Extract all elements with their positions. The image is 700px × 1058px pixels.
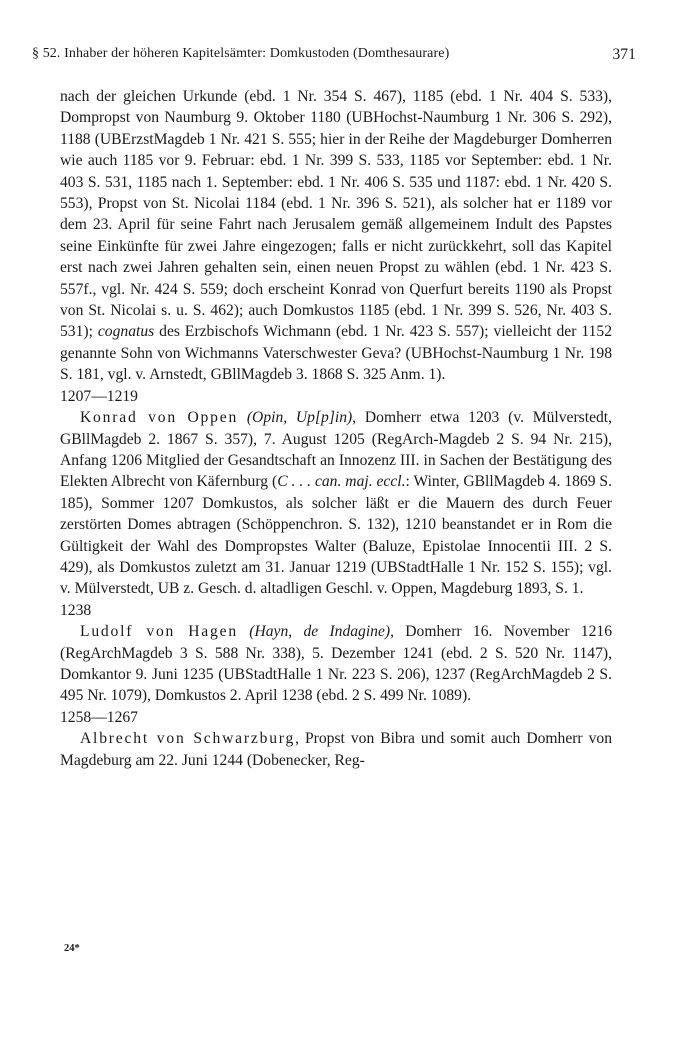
biography-entry [60, 728, 612, 771]
text-run [238, 409, 247, 426]
entry-year-range: 1258—1267 [60, 708, 138, 726]
italic-text: (Opin, Up[p]in) [246, 409, 353, 427]
body-text [60, 86, 612, 771]
continued-paragraph [60, 86, 612, 386]
biography-entry [60, 621, 612, 707]
italic-text: (Hayn, de Indagine) [249, 623, 391, 641]
text-run: , Propst von Bibra und somit auch Domherr von Magdeburg am 22. Juni 1244 (Dobenecker, Reg- [60, 730, 612, 769]
person-name: Albrecht von Schwarzburg [80, 730, 296, 748]
text-run: , Domherr 16. November 1216 (RegArchMagdeb 3 S. 588 Nr. 338), 5. Dezember 1241 (ebd. 2 S. 520 Nr. 1147), Domkantor 9. Juni 1235 (UBStadtHalle 1 Nr. 223 S. 206), 1237 (RegArchMagdeb 2 S. 495 Nr. 1079), Domkustos 2. April 1238 (ebd. 2 S. 499 Nr. 1089). [60, 623, 612, 705]
text-run [238, 623, 249, 640]
italic-text: C . . . can. maj. eccl. [277, 473, 406, 491]
text-run: nach der gleichen Urkunde (ebd. 1 Nr. 354 S. 467), 1185 (ebd. 1 Nr. 404 S. 533), Dompropst von Naumburg 9. Oktober 1180 (UBHochst-Naumburg 1 Nr. 306 S. 292), 1188 (UBErzstMagdeb 1 Nr. 421 S. 555; hier in der Reihe der Magdeburger Domherren wie auch 1185 vor 9. Februar: ebd. 1 Nr. 399 S. 533, 1185 vor September: ebd. 1 Nr. 403 S. 531, 1185 nach 1. September: ebd. 1 Nr. 406 S. 535 und 1187: ebd. 1 Nr. 420 S. 553), Propst von St. Nicolai 1184 (ebd. 1 Nr. 396 S. 521), als solcher hat er 1189 vor dem 23. April für seine Fahrt nach Jerusalem gemäß allgemeinem Indult des Papstes seine Einkünfte für zwei Jahre eingezogen; falls er nicht zurückkehrt, soll das Kapitel erst nach zwei Jahren gehalten sein, einen neuen Propst zu wählen (ebd. 1 Nr. 423 S. 557f., vgl. Nr. 424 S. 559; doch erscheint Konrad von Querfurt bereits 1190 als Propst von St. Nicolai s. u. S. 462); auch Domkustos 1185 (ebd. 1 Nr. 399 S. 526, Nr. 403 S. 531); [60, 88, 612, 341]
person-name: Ludolf von Hagen [80, 623, 238, 641]
page-number: 371 [612, 46, 636, 63]
person-name: Konrad von Oppen [80, 409, 239, 427]
text-run: des Erzbischofs Wichmann (ebd. 1 Nr. 423 S. 557); vielleicht der 1152 genannte Sohn von Wichmanns Vaterschwester Geva? (UBHochst-Naumburg 1 Nr. 198 S. 181, vgl. v. Arnstedt, GBllMagdeb 3. 1868 S. 325 Anm. 1). [60, 323, 612, 384]
printer-signature-mark: 24* [64, 943, 80, 954]
italic-text: cognatus [97, 323, 155, 341]
biography-entry [60, 407, 612, 600]
text-run: : Winter, GBllMagdeb 4. 1869 S. 185), Sommer 1207 Domkustos, als solcher läßt er die Mauern des durch Feuer zerstörten Domes abtragen (Schöppenchron. S. 132), 1210 beanstandet er in Rom die Gültigkeit der Wahl des Dompropstes Walter (Baluze, Epistolae Innocentii III. 2 S. 429), als Domkustos zuletzt am 31. Januar 1219 (UBStadtHalle 1 Nr. 152 S. 155); vgl. v. Mülverstedt, UB z. Gesch. d. altadligen Geschl. v. Oppen, Magdeburg 1893, S. 1. [60, 473, 612, 598]
running-header-title: § 52. Inhaber der höheren Kapitelsämter: Domkustoden (Domthesaurare) [32, 46, 450, 61]
entry-year-range: 1238 [60, 601, 92, 619]
entry-year-range: 1207—1219 [60, 387, 138, 405]
text-run: , Domherr etwa 1203 (v. Mülverstedt, GBllMagdeb 2. 1867 S. 357), 7. August 1205 (RegArch-Magdeb 2 S. 94 Nr. 215), Anfang 1206 Mitglied der Gesandtschaft an Innozenz III. in Sachen der Bestätigung des Elekten Albrecht von Käfernburg ( [60, 409, 613, 491]
